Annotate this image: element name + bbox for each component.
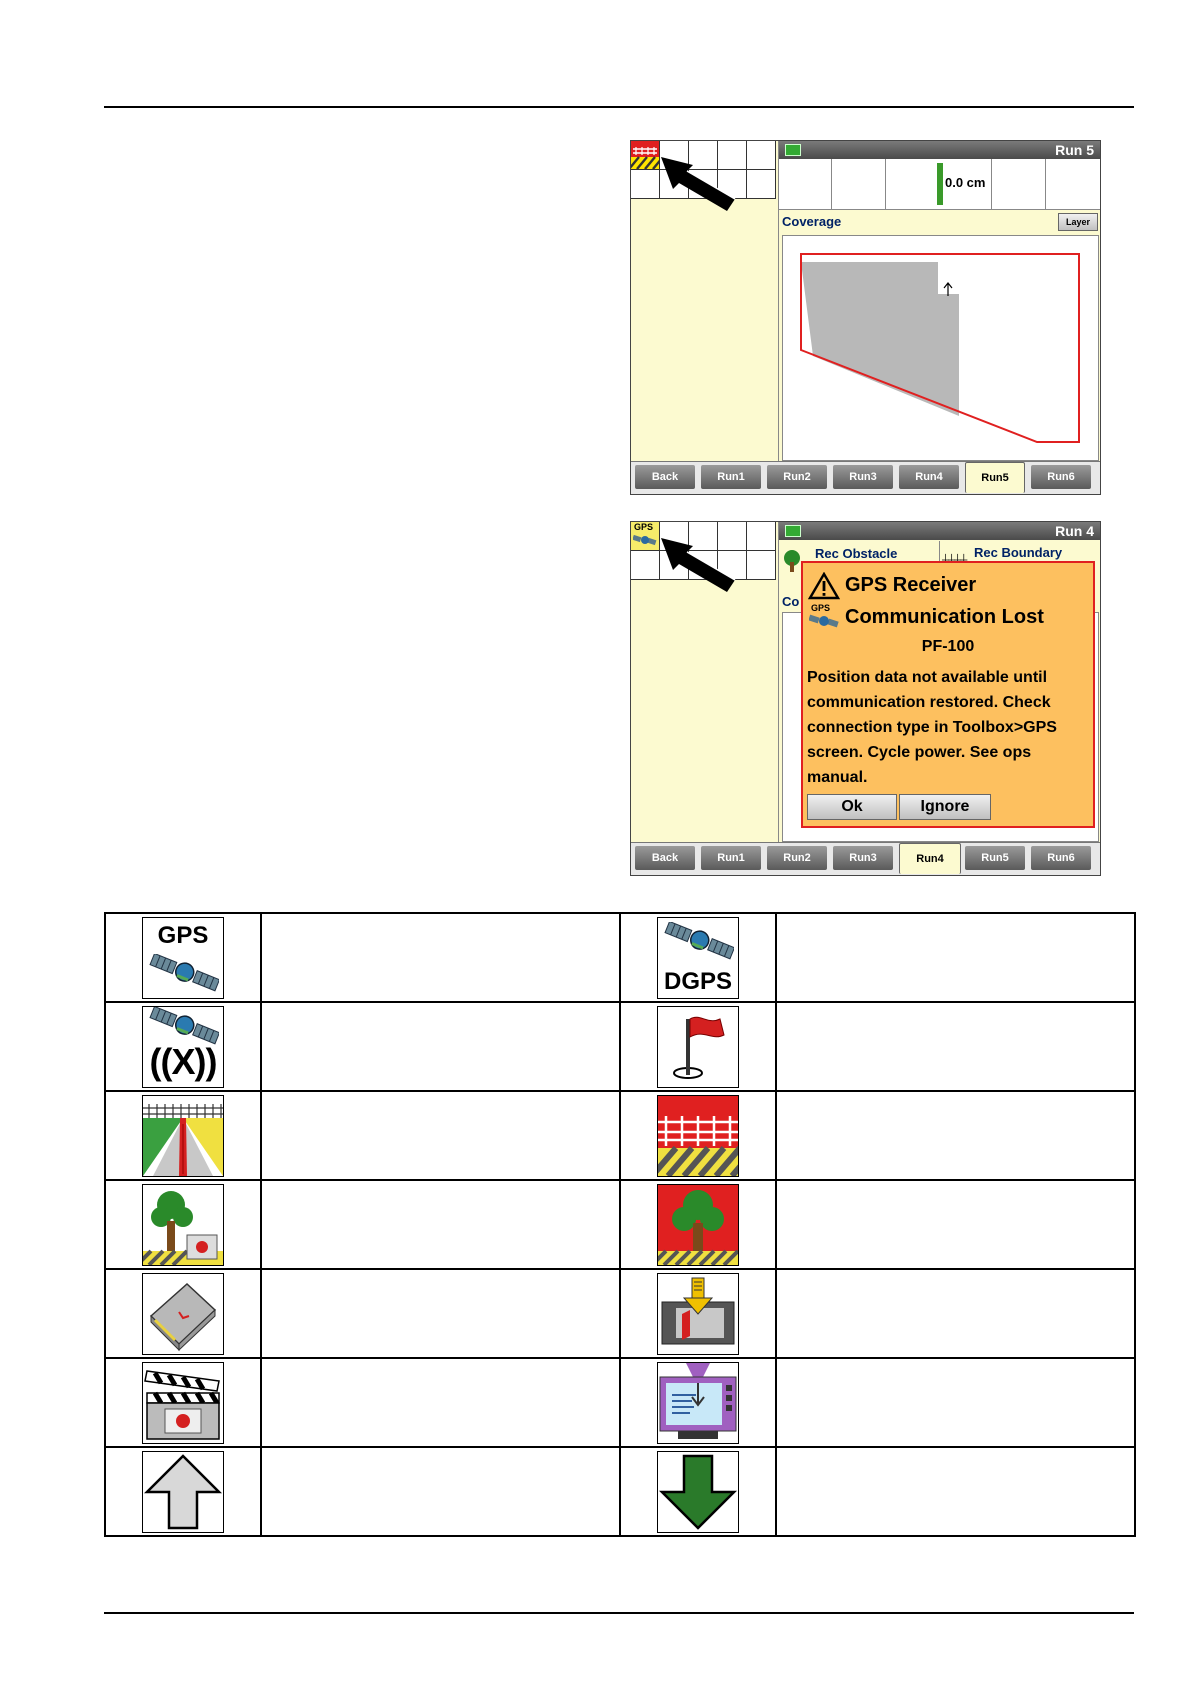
- bottom-rule: [104, 1612, 1134, 1614]
- warning-icon: [808, 572, 840, 600]
- header-bar: [779, 522, 1100, 540]
- tab-run6[interactable]: Run6: [1031, 465, 1091, 489]
- gps-status-icon[interactable]: [631, 522, 660, 551]
- tab-run6[interactable]: Run6: [1031, 846, 1091, 870]
- right-panel: [779, 141, 1100, 462]
- center-marker: [937, 163, 943, 205]
- ignore-button[interactable]: Ignore: [899, 794, 991, 820]
- coverage-label-partial: Co: [782, 594, 800, 609]
- coverage-map[interactable]: [782, 235, 1099, 461]
- tab-back[interactable]: Back: [635, 465, 695, 489]
- tab-run4[interactable]: Run4: [899, 843, 961, 874]
- table-row: [105, 1002, 1135, 1091]
- record-boundary-icon: [142, 1095, 224, 1177]
- tab-run1[interactable]: Run1: [701, 465, 761, 489]
- table-row: [105, 913, 1135, 1002]
- gps-dialog-icon: GPS: [808, 603, 840, 631]
- pointer-arrow-icon: [659, 155, 739, 213]
- tab-back[interactable]: Back: [635, 846, 695, 870]
- icon-reference-table: [104, 912, 1134, 1556]
- coverage-label: Coverage: [782, 214, 842, 229]
- tab-run4[interactable]: Run4: [899, 465, 959, 489]
- dialog-title-line1: GPS Receiver: [845, 574, 977, 596]
- battery-icon: [785, 525, 801, 537]
- table-row: [105, 1091, 1135, 1180]
- lightbar: [779, 159, 1100, 210]
- tab-run2[interactable]: Run2: [767, 846, 827, 870]
- data-card-icon: [142, 1273, 224, 1355]
- layer-button[interactable]: Layer: [1058, 213, 1098, 231]
- offset-readout: 0.0 cm: [945, 175, 986, 190]
- dgps-satellite-icon: DGPS: [657, 917, 739, 999]
- table-row: [105, 1269, 1135, 1358]
- pointer-arrow-icon: [659, 536, 739, 594]
- record-obstacle-icon: [142, 1184, 224, 1266]
- arrow-down-icon: [657, 1451, 739, 1533]
- rec-obstacle-label: Rec Obstacle: [815, 546, 898, 561]
- gps-lost-screen: [630, 521, 1101, 876]
- rec-boundary-label: Rec Boundary: [974, 545, 1063, 560]
- tab-run5[interactable]: Run5: [965, 846, 1025, 870]
- run-tabs: [631, 461, 1100, 494]
- table-row: [105, 1447, 1135, 1536]
- boundary-fence-icon: [657, 1095, 739, 1177]
- tab-run3[interactable]: Run3: [833, 846, 893, 870]
- left-panel: [631, 522, 779, 843]
- tab-run2[interactable]: Run2: [767, 465, 827, 489]
- battery-icon: [785, 144, 801, 156]
- gps-badge: GPS: [634, 522, 654, 532]
- obstacle-tree-icon: [657, 1184, 739, 1266]
- left-panel: [631, 141, 779, 462]
- gps-satellite-icon: GPS: [142, 917, 224, 999]
- arrow-up-icon: [142, 1451, 224, 1533]
- run-tabs: [631, 842, 1100, 875]
- run-title: Run 5: [1055, 142, 1094, 158]
- tree-icon: [781, 549, 803, 573]
- tab-run1[interactable]: Run1: [701, 846, 761, 870]
- alarm-dialog: [801, 561, 1095, 828]
- display-download-icon: [657, 1362, 739, 1444]
- dialog-title-line2: Communication Lost: [845, 606, 1044, 628]
- header-bar: [779, 141, 1100, 159]
- record-clapper-icon: [142, 1362, 224, 1444]
- run-title: Run 4: [1055, 523, 1094, 539]
- table-row: [105, 1180, 1135, 1269]
- tab-run3[interactable]: Run3: [833, 465, 893, 489]
- alarm-code: PF-100: [921, 638, 975, 655]
- coverage-screen: [630, 140, 1101, 495]
- alarm-message: Position data not available until communication restored. Check connection type in Toolbox>GPS screen. Cycle power. See ops manual.: [807, 669, 1057, 786]
- ok-button[interactable]: Ok: [807, 794, 897, 820]
- top-rule: [104, 106, 1134, 108]
- fence-status-icon[interactable]: [631, 141, 660, 170]
- table-row: [105, 1358, 1135, 1447]
- card-import-icon: [657, 1273, 739, 1355]
- gps-lost-icon: ((X)): [142, 1006, 224, 1088]
- tab-run5[interactable]: Run5: [965, 462, 1025, 493]
- flag-icon: [657, 1006, 739, 1088]
